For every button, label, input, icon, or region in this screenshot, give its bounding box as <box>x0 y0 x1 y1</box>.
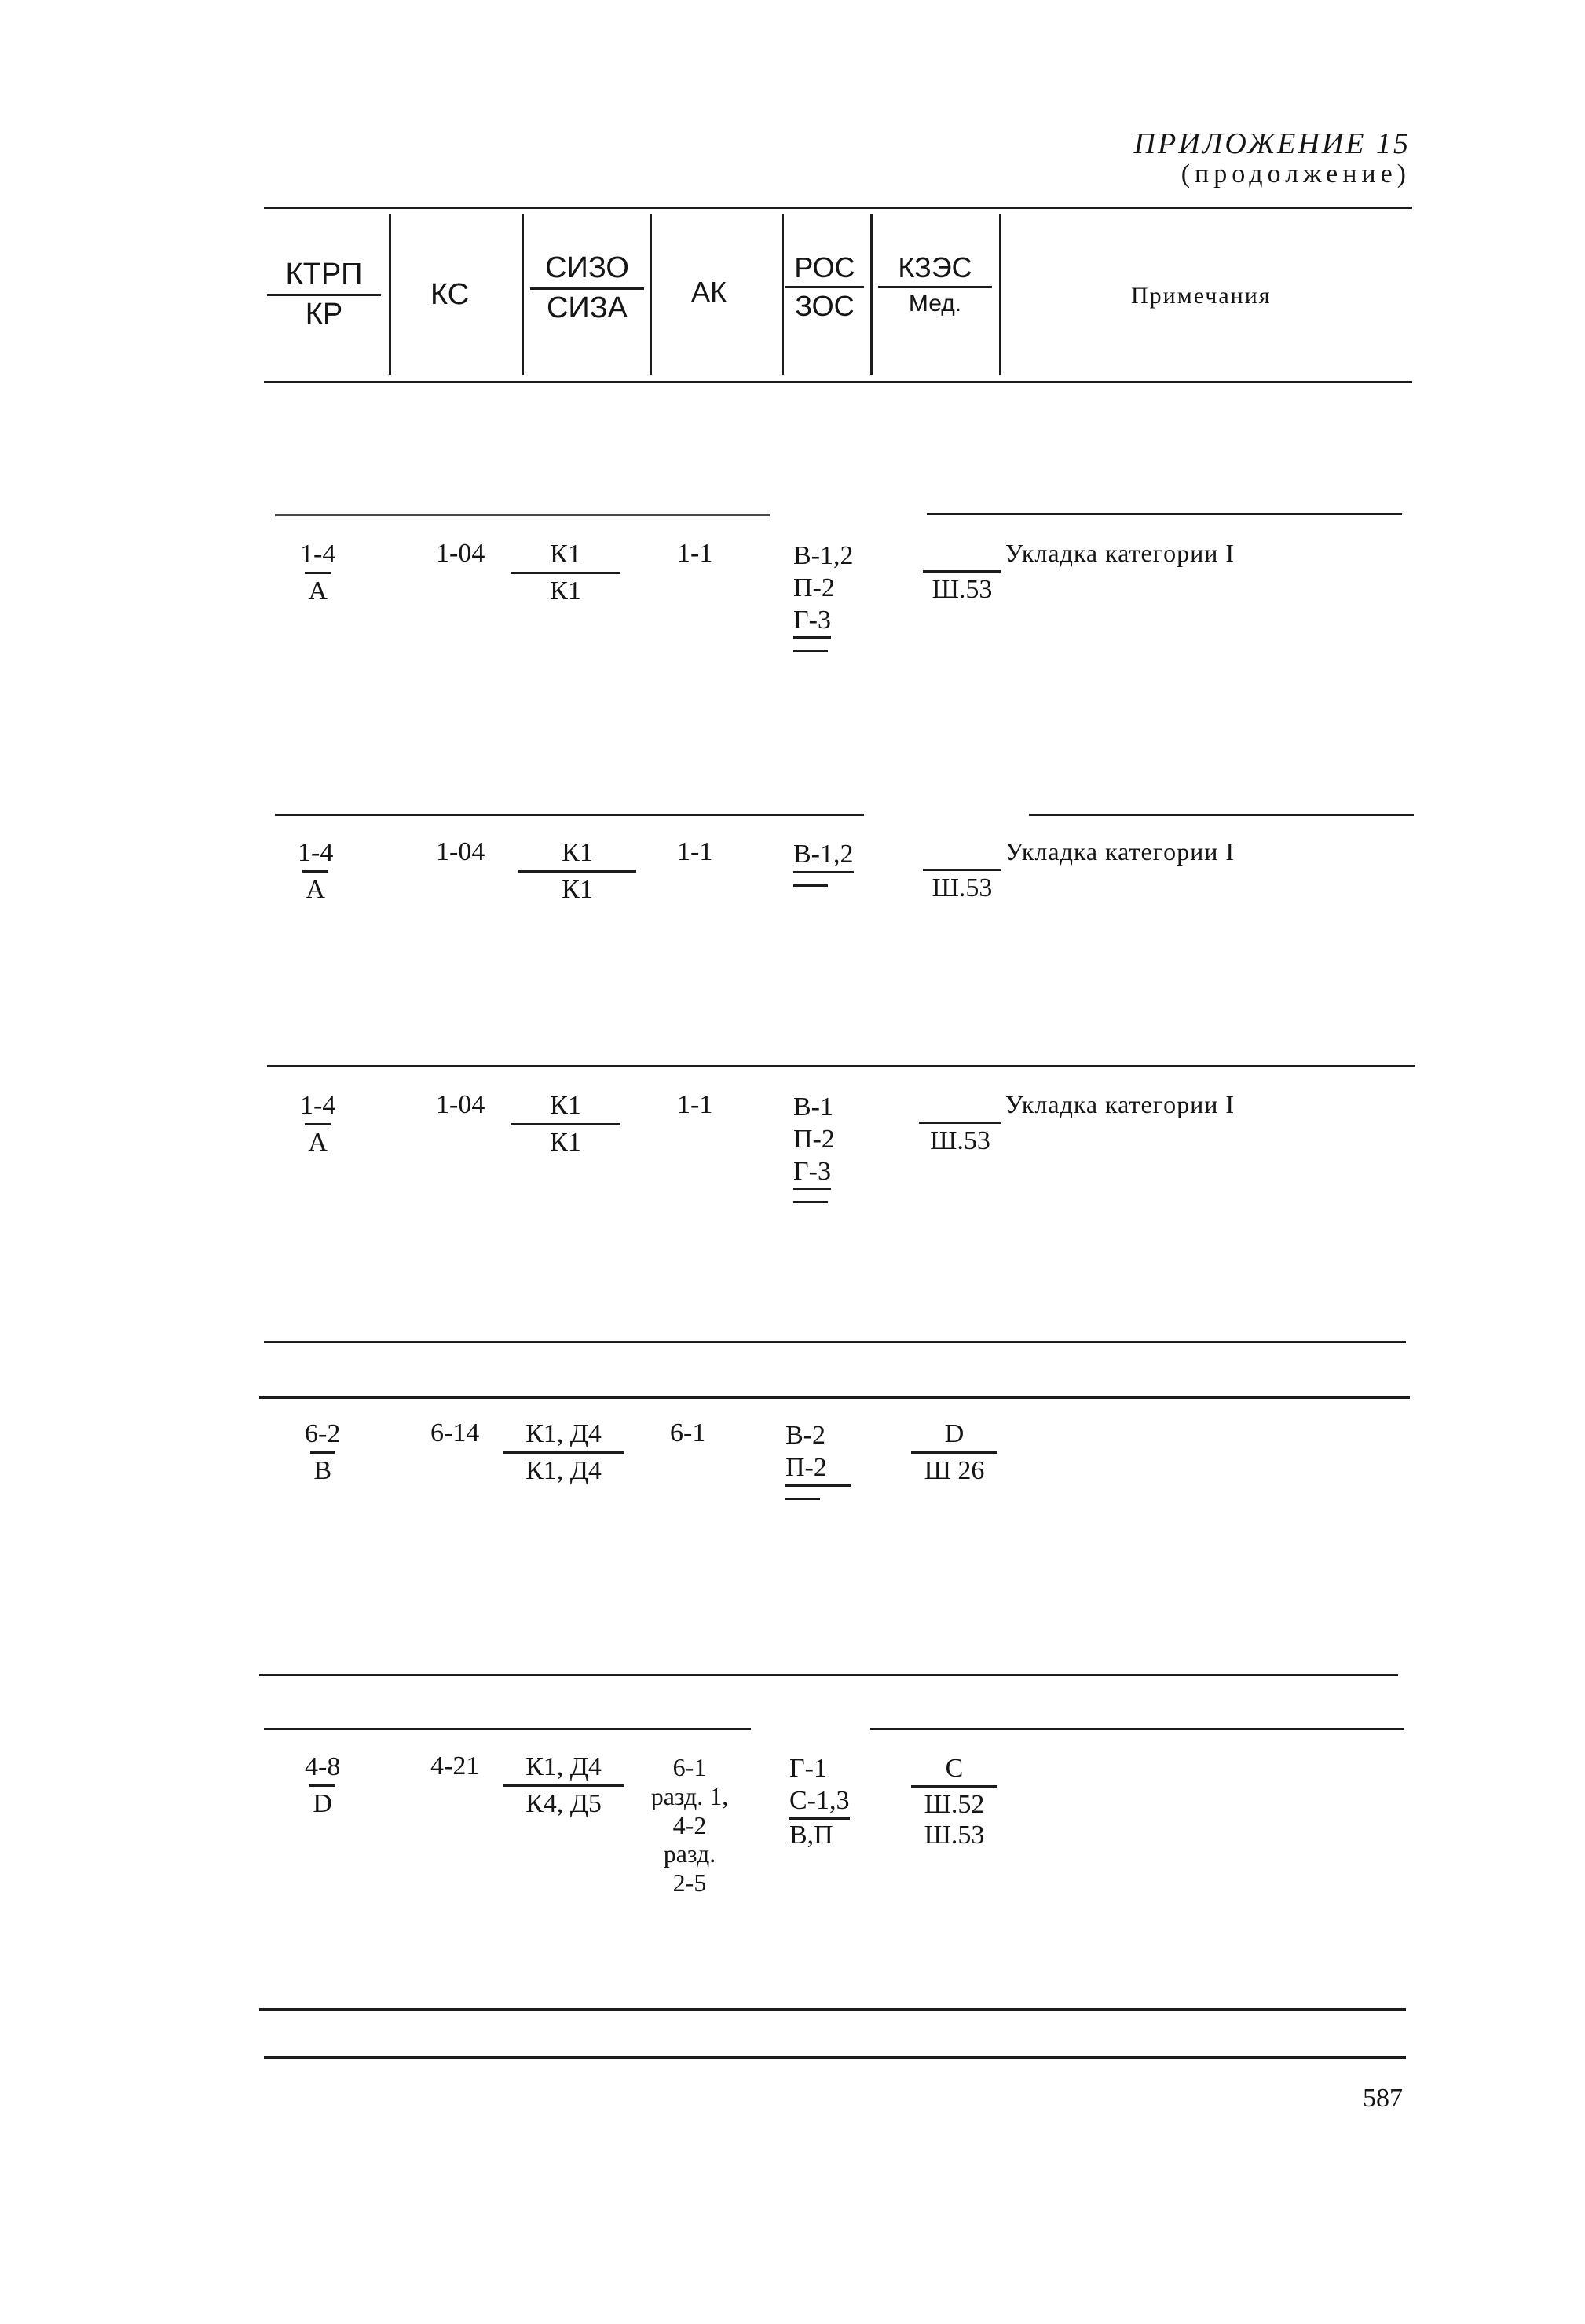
row-separator <box>1029 814 1414 816</box>
row-4-zos-dash <box>785 1498 820 1500</box>
row-5-ak-line: разд. 1, <box>650 1781 729 1810</box>
page-number: 587 <box>1363 2084 1403 2113</box>
row-3-med: Ш.53 <box>919 1122 1001 1155</box>
row-3-sizo: К1 <box>550 1091 581 1120</box>
row-4-ktrp: 6-2 <box>305 1419 341 1448</box>
header-ktrp-kr <box>267 259 381 331</box>
row-separator <box>927 513 1402 515</box>
row-4-siza: К1, Д4 <box>503 1451 624 1485</box>
header-divider-3 <box>650 214 652 375</box>
bottom-rule <box>264 2056 1406 2059</box>
row-3-siza: К1 <box>511 1123 620 1157</box>
row-1-kzes-med <box>923 540 1001 604</box>
row-separator <box>259 1396 1410 1399</box>
row-3-ros-line: Г-3 <box>793 1156 831 1191</box>
row-separator <box>264 1341 1406 1343</box>
header-divider-2 <box>522 214 524 375</box>
row-1-sizo-siza <box>511 540 620 605</box>
header-top-rule <box>264 207 1412 209</box>
row-4-ros <box>785 1420 851 1500</box>
row-1-ks: 1-04 <box>436 539 485 568</box>
header-kr: КР <box>267 294 381 331</box>
row-1-ktrp-kr <box>297 540 339 605</box>
row-1-zos-dash <box>793 650 828 652</box>
row-3-ks: 1-04 <box>436 1090 485 1119</box>
row-1-ktrp: 1-4 <box>300 540 336 569</box>
row-5-kr: D <box>309 1784 335 1818</box>
row-4-kr: В <box>310 1451 335 1485</box>
row-1-med: Ш.53 <box>923 570 1001 604</box>
header-sizo-siza <box>530 253 644 324</box>
row-4-sizo-siza <box>503 1420 624 1484</box>
row-3-note: Укладка категории I <box>1005 1090 1235 1118</box>
header-divider-1 <box>389 214 391 375</box>
row-5-med-line: Ш.52 <box>911 1785 997 1820</box>
row-5-ks: 4-21 <box>430 1751 480 1781</box>
header-ros-zos <box>785 253 864 321</box>
row-1-ak: 1-1 <box>677 539 713 568</box>
row-5-ros <box>789 1753 850 1851</box>
row-4-ak: 6-1 <box>670 1418 706 1447</box>
row-5-kzes-med <box>911 1753 997 1850</box>
header-ros: РОС <box>794 251 855 284</box>
row-5-sizo-siza <box>503 1753 624 1817</box>
row-2-med: Ш.53 <box>923 869 1001 902</box>
row-separator <box>267 1065 1415 1067</box>
row-5-ak-line: 6-1 <box>672 1753 707 1781</box>
row-4-ktrp-kr <box>302 1420 343 1484</box>
row-separator <box>264 1728 751 1730</box>
appendix-title: ПРИЛОЖЕНИЕ 15 <box>1133 127 1411 160</box>
row-separator <box>870 1728 1404 1730</box>
row-1-ros-line: П-2 <box>793 573 835 602</box>
row-1-ros-line: Г-3 <box>793 605 831 639</box>
row-2-ros-line: В-1,2 <box>793 839 854 873</box>
appendix-subtitle: (продолжение) <box>1181 159 1411 188</box>
row-3-kzes-med <box>919 1092 1001 1155</box>
row-4-kzes: D <box>944 1419 965 1448</box>
row-1-sizo: К1 <box>550 540 581 569</box>
row-3-ros <box>793 1092 835 1203</box>
row-4-kzes-med <box>911 1420 997 1484</box>
row-5-ak-line: 2-5 <box>672 1868 707 1898</box>
row-4-med: Ш 26 <box>911 1451 997 1485</box>
row-separator <box>259 1674 1398 1676</box>
row-separator <box>275 814 864 816</box>
row-1-siza: К1 <box>511 572 620 606</box>
row-5-ros-line: Г-1 <box>789 1754 827 1783</box>
row-5-med-line: Ш.53 <box>924 1821 985 1850</box>
row-1-ros <box>793 540 854 652</box>
row-2-sizo-siza <box>518 839 636 903</box>
row-2-ktrp-kr <box>295 839 336 903</box>
row-5-ros-line: С-1,3 <box>789 1785 850 1820</box>
header-bottom-rule <box>264 381 1412 383</box>
row-5-ros-line: В,П <box>789 1820 833 1850</box>
header-ktrp: КТРП <box>285 258 363 291</box>
row-3-ak: 1-1 <box>677 1090 713 1119</box>
row-4-sizo: К1, Д4 <box>525 1419 602 1448</box>
header-zos: ЗОС <box>785 286 864 321</box>
row-1-kzes <box>959 540 965 570</box>
header-sizo: СИЗО <box>545 251 629 284</box>
row-3-ktrp: 1-4 <box>300 1091 336 1120</box>
row-2-kzes-med <box>923 839 1001 902</box>
header-kzes-med <box>878 253 992 316</box>
row-1-note: Укладка категории I <box>1005 539 1235 567</box>
row-5-ak-line: разд. <box>663 1839 716 1868</box>
row-4-ros-line: П-2 <box>785 1452 851 1487</box>
row-3-ktrp-kr <box>297 1092 339 1156</box>
header-ak: АК <box>691 276 727 308</box>
row-3-sizo-siza <box>511 1092 620 1156</box>
row-2-sizo: К1 <box>562 838 593 867</box>
row-3-zos-dash <box>793 1201 828 1203</box>
row-5-siza: К4, Д5 <box>503 1784 624 1818</box>
header-divider-5 <box>870 214 873 375</box>
row-2-ros <box>793 839 854 887</box>
row-2-note: Укладка категории I <box>1005 837 1235 866</box>
row-5-ak <box>635 1753 745 1898</box>
row-4-ks: 6-14 <box>430 1418 480 1447</box>
row-2-ks: 1-04 <box>436 837 485 866</box>
row-3-kzes <box>957 1092 964 1122</box>
row-2-zos-dash <box>793 884 828 887</box>
row-5-ktrp: 4-8 <box>305 1752 341 1781</box>
header-divider-4 <box>782 214 784 375</box>
row-2-kr: А <box>302 870 328 904</box>
bottom-rule <box>259 2008 1406 2011</box>
header-notes: Примечания <box>1131 283 1272 309</box>
row-separator <box>275 514 770 516</box>
header-siza: СИЗА <box>530 287 644 324</box>
row-2-ak: 1-1 <box>677 837 713 866</box>
row-3-ros-line: В-1 <box>793 1092 833 1122</box>
row-5-ak-line: 4-2 <box>672 1810 707 1839</box>
row-5-sizo: К1, Д4 <box>525 1752 602 1781</box>
header-divider-6 <box>999 214 1001 375</box>
row-5-ktrp-kr <box>302 1753 343 1817</box>
header-kzes: КЗЭС <box>898 251 972 284</box>
row-4-ros-line: В-2 <box>785 1421 825 1450</box>
row-3-ros-line: П-2 <box>793 1124 835 1154</box>
row-2-siza: К1 <box>518 870 636 904</box>
header-ks: КС <box>430 278 470 311</box>
row-5-kzes: С <box>945 1754 964 1783</box>
row-3-kr: А <box>305 1123 331 1157</box>
row-1-ros-line: В-1,2 <box>793 541 854 570</box>
row-1-kr: А <box>305 572 331 606</box>
row-2-ktrp: 1-4 <box>298 838 334 867</box>
row-2-kzes <box>959 839 965 869</box>
header-med: Мед. <box>878 286 992 317</box>
